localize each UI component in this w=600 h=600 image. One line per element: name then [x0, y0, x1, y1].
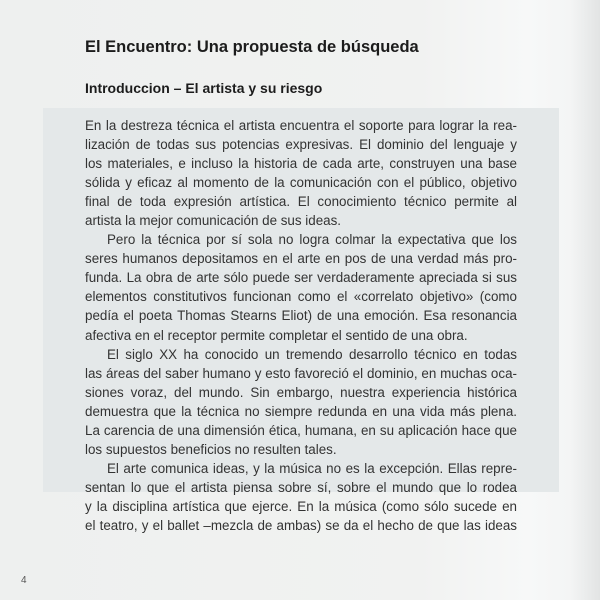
paragraph-line: funda. La obra de arte sólo puede ser verdaderamente apreciada si sus — [85, 270, 517, 286]
page-title: El Encuentro: Una propuesta de búsqueda — [85, 38, 419, 56]
paragraph-line: La carencia de una dimensión ética, humana, en su aplicación hace que — [85, 422, 517, 438]
paragraph-line: El siglo XX ha conocido un tremendo desarrollo técnico en todas — [107, 346, 517, 362]
paragraph-line: afectiva en el receptor permite completar el sentido de una obra. — [85, 327, 468, 343]
paragraph-line: las áreas del saber humano y esto favoreció el dominio, en muchas oca- — [85, 365, 517, 381]
paragraph-line: final de toda expresión artística. El conocimiento técnico permite al — [85, 194, 517, 210]
paragraph-line: sentan lo que el artista piensa sobre sí, sobre el mundo que lo rodea — [85, 479, 517, 495]
paragraph-line: artista la mejor comunicación de sus ideas. — [85, 213, 342, 229]
paragraph-line: demuestra que la técnica no siempre redunda en una vida más plena. — [85, 403, 517, 419]
paragraph-line: el teatro, y el ballet –mezcla de ambas) se da el hecho de que las ideas — [85, 517, 517, 533]
paragraph-line: seres humanos depositamos en el arte en pos de una verdad más pro- — [85, 251, 517, 267]
paragraph-line: En la destreza técnica el artista encuentra el soporte para lograr la rea- — [85, 118, 517, 133]
paragraph-line: pedía el poeta Thomas Stearns Eliot) de una emoción. Esa resonancia — [85, 308, 517, 324]
page-number: 4 — [21, 575, 27, 586]
body-text — [85, 116, 517, 535]
paragraph-line: elementos constitutivos funcionan como el «correlato objetivo» (como — [85, 289, 517, 305]
paragraph-line: El arte comunica ideas, y la música no es la excepción. Ellas repre- — [107, 460, 517, 476]
paragraph-line: siones voraz, del mundo. Sin embargo, nuestra experiencia histórica — [85, 384, 517, 400]
section-heading: Introduccion – El artista y su riesgo — [85, 80, 323, 96]
paragraph-line: los supuestos beneficios no resulten tales. — [85, 441, 337, 457]
paragraph-line: los materiales, e incluso la historia de cada arte, construyen una base — [85, 156, 517, 172]
paragraph-line: lización de todas sus potencias expresivas. El dominio del lenguaje y — [85, 137, 517, 153]
paragraph-line: Pero la técnica por sí sola no logra colmar la expectativa que los — [107, 232, 517, 248]
paragraph-line: sólida y eficaz al momento de la comunicación con el público, objetivo — [85, 175, 517, 191]
paragraph-line: y la disciplina artística que ejerce. En la música (como sólo sucede en — [85, 498, 517, 514]
